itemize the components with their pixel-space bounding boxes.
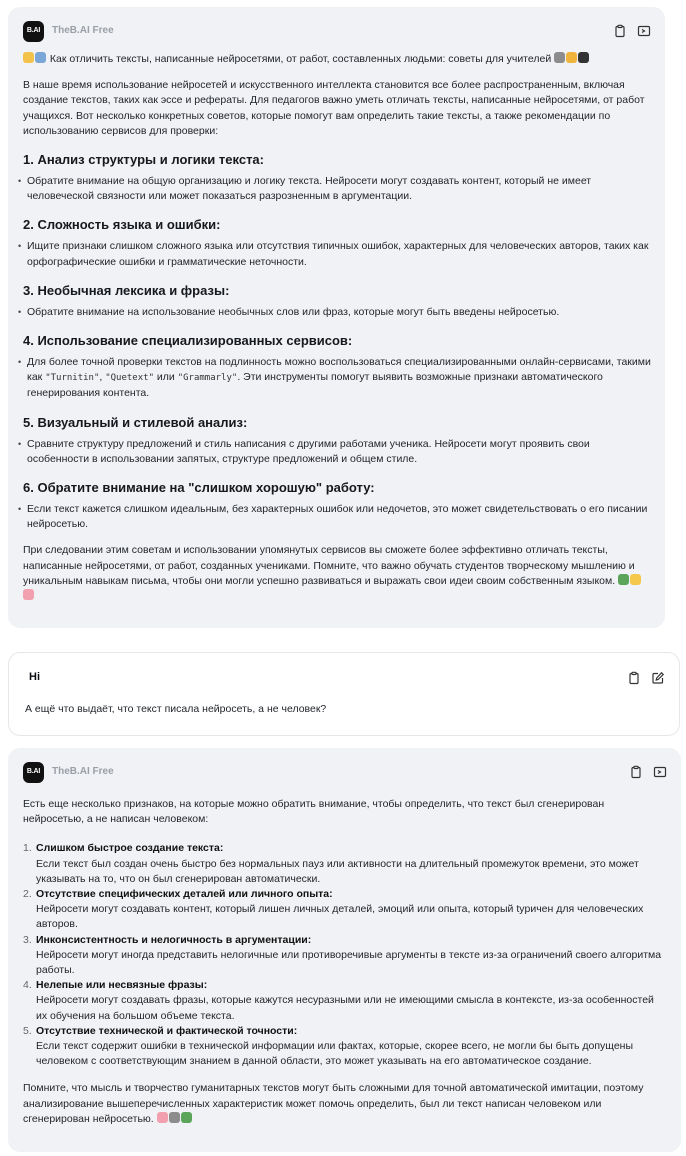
conclusion-text: При следовании этим советам и использовании упомянутых сервисов вы сможете более эффективно отличать тексты, написанные нейросетями, от работ, созданных учениками. Помните, что важно обучать студентов творческому мышлению и уникальным навыкам письма, чтобы они могли успешно развиваться и выражать свои идеи своим собственным языком. [23,544,635,587]
section-list [23,437,651,467]
list-item: • Ищите признаки слишком сложного языка или отсутствия типичных ошибок, характерных для человеческих авторов, таких как орфографические ошибки и грамматические неточности. [23,239,651,269]
bot-message-1 [8,7,665,628]
list-item [23,887,667,933]
title-line-text: Как отличить тексты, написанные нейросетями, от работ, составленных людьми: советы для учителей [49,53,552,65]
message-actions [613,24,651,38]
service-name-grammarly: "Grammarly" [177,373,238,384]
bot-message-2 [8,748,681,1152]
graduation-cap-emoji-icon [578,52,589,63]
user-name: Hi [29,671,40,684]
bot-avatar: B.AI [23,762,44,783]
list-item: • Обратите внимание на использование необычных слов или фраз, которые могут быть введены нейросетью. [23,305,651,320]
books-emoji-icon [181,1112,192,1123]
clipboard-icon[interactable] [613,24,627,38]
separator: или [154,371,178,384]
section-list [23,305,651,320]
memo-emoji-icon [23,52,34,63]
list-item-title: Отсутствие технической и фактической точности: [36,1024,298,1037]
list-item [23,1024,667,1070]
list-item [23,355,651,402]
sparkles-emoji-icon [630,574,641,585]
list-number: 1. [23,842,32,855]
signs-list [23,841,667,1069]
message-actions [627,671,665,685]
list-item-title: Инконсистентность и нелогичность в аргументации: [36,933,312,946]
section-heading: 4. Использование специализированных сервисов: [23,333,353,349]
list-item-text: Если текст содержит ошибки в технической информации или фактах, которые, скорее всего, не могли бы быть допущены человеком с соответствующим знанием в данной области, это может указывать на его автоматическое создание. [36,1040,634,1068]
message-header [23,20,651,42]
section-heading: 1. Анализ структуры и логики текста: [23,152,264,168]
service-name-quetext: "Quetext" [105,373,154,384]
section-list [23,239,651,269]
brain-emoji-icon [23,589,34,600]
user-message-text: А ещё что выдаёт, что текст писала нейросеть, а не человек? [25,703,327,715]
intro-paragraph: Есть еще несколько признаков, на которые можно обратить внимание, чтобы определить, что текст был сгенерирован нейросетью, а не написан человеком: [23,798,605,826]
list-number: 4. [23,979,32,992]
separator: , [99,371,106,384]
list-number: 3. [23,933,32,946]
section-heading: 6. Обратите внимание на "слишком хорошую" работу: [23,480,375,496]
conclusion-paragraph [23,543,651,604]
list-item: • Сравните структуру предложений и стиль написания с другими работами ученика. Нейросети могут проявить свои особенности в использовании запятых, структуре предложений и общем стиле. [23,437,651,467]
bot-avatar: B.AI [23,21,44,42]
list-item-title: Нелепые или несвязные фразы: [36,979,208,992]
list-item: • Обратите внимание на общую организацию и логику текста. Нейросети могут создавать контент, который не имеет человеческой связности или может показаться разрозненным в аргументации. [23,174,651,204]
section-list [23,174,651,204]
user-message-header [23,668,665,688]
service-name-turnitin: "Turnitin" [45,373,100,384]
clipboard-icon[interactable] [627,671,641,685]
message-actions [629,765,667,779]
export-icon[interactable] [637,24,651,38]
edit-pencil-icon[interactable] [651,671,665,685]
outro-text: Помните, что мысль и творчество гуманитарных текстов могут быть сложными для точной автоматической имитации, поэтому анализирование вышеперечисленных характеристик может помочь определить, был ли текст написан человеком или сгенерирован нейросетью. [23,1082,644,1125]
list-item-text: Нейросети могут создавать контент, который лишен личных деталей, эмоций или опыта, который typичен для человеческих авторов. [36,903,644,931]
message-header [23,761,667,783]
books-emoji-icon [618,574,629,585]
list-number: 5. [23,1024,32,1037]
list-item-text: . Эти инструменты помогут выявить возможные признаки автоматического генерирования контента. [27,371,603,400]
list-number: 2. [23,888,32,901]
user-message [8,652,680,736]
bot-name: TheB.AI Free [52,766,114,778]
section-heading: 2. Сложность языка и ошибки: [23,217,221,233]
brain-emoji-icon [157,1112,168,1123]
section-heading: 5. Визуальный и стилевой анализ: [23,414,248,430]
list-item-text: Нейросети могут создавать фразы, которые кажутся несуразными или не имеющими смысла в контексте, из-за особенностей их обучения на большом объеме текста. [36,994,654,1022]
section-heading: 3. Необычная лексика и фразы: [23,282,230,298]
list-item: • Если текст кажется слишком идеальным, без характерных ошибок или недочетов, это может свидетельствовать о его писании нейросетью. [23,502,651,532]
robot-emoji-icon [169,1112,180,1123]
list-item-text: Для более точной проверки текстов на подлинность можно воспользоваться специализированными онлайн-сервисами, такими как [27,356,651,384]
bot-name: TheB.AI Free [52,25,114,37]
list-item [23,978,667,1024]
clipboard-icon[interactable] [629,765,643,779]
export-icon[interactable] [653,765,667,779]
robot-emoji-icon [554,52,565,63]
list-item-text: Нейросети могут иногда представить нелогичные или противоречивые аргументы в тексте из-за ограничений своего алгоритма работы. [36,948,662,977]
list-item-title: Слишком быстрое создание текста: [36,842,224,855]
teacher-emoji-icon [566,52,577,63]
magnifier-emoji-icon [35,52,46,63]
list-item-title: Отсутствие специфических деталей или личного опыта: [36,888,333,901]
list-item [23,841,667,887]
message-title-line [23,52,651,67]
section-list [23,355,651,402]
section-list [23,502,651,532]
intro-paragraph: В наше время использование нейросетей и искусственного интеллекта становится все более распространенным, включая создание текстов, таких как эссе и рефераты. Для педагогов важно уметь отличать тексты, написанные нейросетями, от работ учащихся. Вот несколько конкретных советов, которые помогут вам определить такие тексты, а также рекомендации по использованию сервисов для проверки: [23,79,645,137]
outro-paragraph [23,1081,667,1127]
list-item [23,933,667,979]
list-item-text: Если текст был создан очень быстро без нормальных пауз или активности на длительный промежуток времени, это может указывать на то, что он был сгенерирован автоматически. [36,857,639,885]
